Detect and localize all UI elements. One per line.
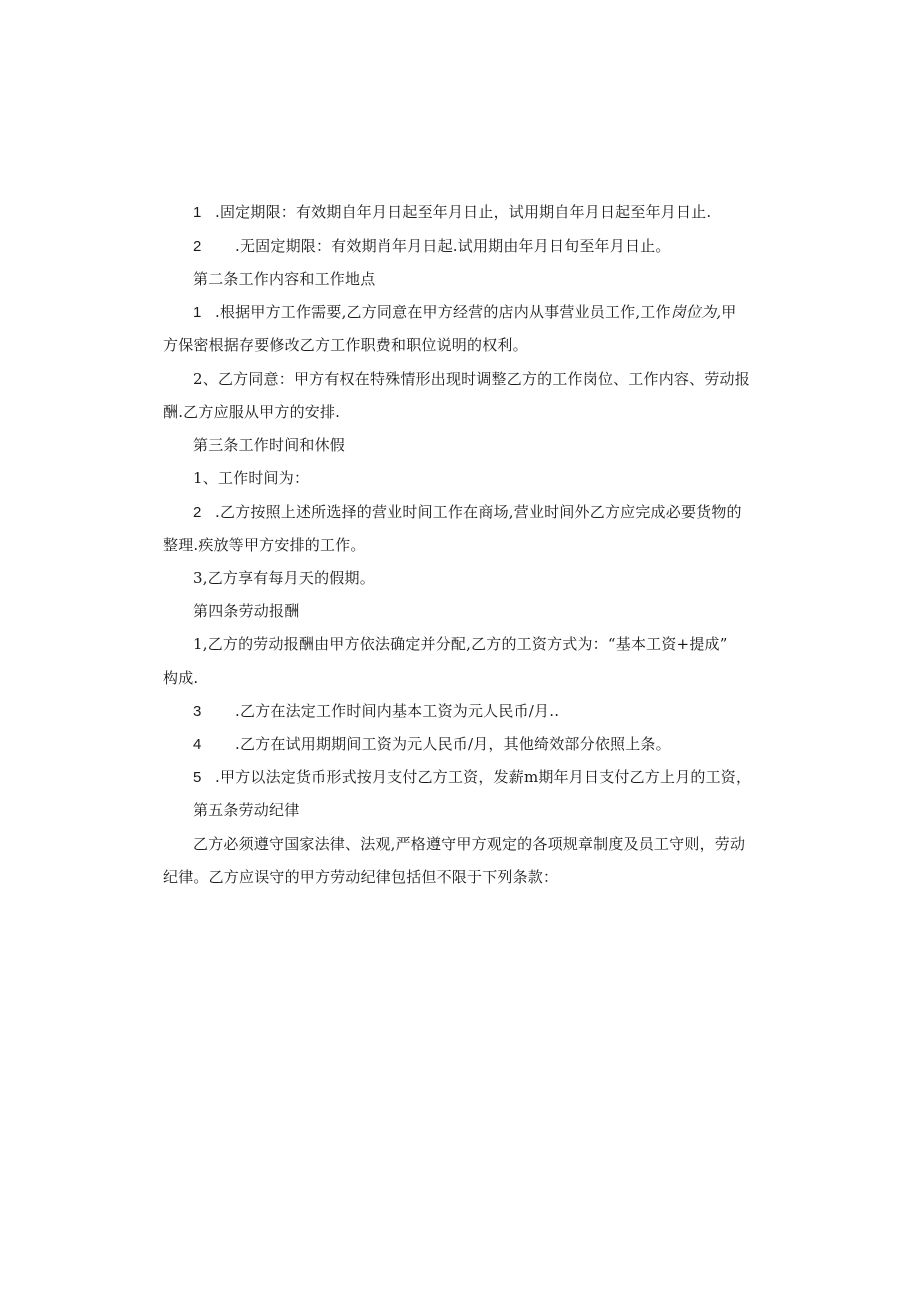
item-text: .甲方以法定货币形式按月支付乙方工资，发薪m期年月日支付乙方上月的工资， xyxy=(215,768,752,786)
paragraph-continuation xyxy=(163,335,528,355)
clause-item-leave xyxy=(193,568,375,588)
clause-item-business-hours xyxy=(193,502,742,523)
paragraph-text: 方保密根据存要修改乙方工作职费和职位说明的权利。 xyxy=(163,336,528,354)
item-number: 1 xyxy=(193,304,202,321)
clause-item-base-salary xyxy=(193,701,559,722)
article-title: 第三条工作时间和休假 xyxy=(193,436,346,454)
clause-item-payment xyxy=(193,767,751,788)
item-text: .无固定期限：有效期肖年月日起.试用期由年月日旬至年月日止。 xyxy=(235,237,671,255)
item-number: 1 xyxy=(193,204,202,221)
clause-item-remuneration xyxy=(193,634,728,654)
paragraph-discipline xyxy=(193,834,745,854)
article-heading-4 xyxy=(193,601,299,621)
article-heading-5 xyxy=(193,800,299,820)
item-text-end: 甲 xyxy=(721,303,737,321)
article-heading-3 xyxy=(193,435,345,455)
item-text: 1,乙方的劳动报酬由甲方依法确定并分配,乙方的工资方式为：“基本工资+提成” xyxy=(193,635,728,653)
clause-item-job-duty xyxy=(193,302,737,323)
item-text: 3,乙方享有每月天的假期。 xyxy=(193,569,375,587)
clause-item-work-hours xyxy=(193,468,309,488)
item-number: 3 xyxy=(193,703,202,720)
paragraph-text: 整理.疾放等甲方安排的工作。 xyxy=(163,536,366,554)
item-text: .乙方在法定工作时间内基本工资为元人民币/月.. xyxy=(235,702,560,720)
item-text: .乙方在试用期期间工资为元人民币/月，其他绮效部分依照上条。 xyxy=(235,735,671,753)
clause-item-probation-salary xyxy=(193,734,671,755)
item-text: 2、乙方同意：甲方有权在特殊情形出现时调整乙方的工作岗位、工作内容、劳动报 xyxy=(193,370,750,388)
paragraph-text: 纪律。乙方应误守的甲方劳动纪律包括但不限于下列条款： xyxy=(163,868,559,886)
paragraph-continuation xyxy=(163,402,340,422)
clause-item-open-term xyxy=(193,236,671,257)
paragraph-text: 酬.乙方应服从甲方的安排. xyxy=(163,403,341,421)
article-heading-2 xyxy=(193,269,375,289)
clause-item-fixed-term xyxy=(193,202,711,223)
item-number: 4 xyxy=(193,736,202,753)
clause-item-consent xyxy=(193,369,750,389)
item-number: 5 xyxy=(193,769,202,786)
item-text-italic: 岗位为, xyxy=(670,303,722,321)
item-text: .乙方按照上述所选择的营业时间工作在商场,营业时间外乙方应完成必要货物的 xyxy=(215,503,742,521)
paragraph-text: 构成. xyxy=(163,669,199,687)
item-text: .固定期限：有效期自年月日起至年月日止，试用期自年月日起至年月日止. xyxy=(215,203,712,221)
item-text: .根据甲方工作需要,乙方同意在甲方经营的店内从事营业员工作,工作 xyxy=(215,303,671,321)
article-title: 第四条劳动报酬 xyxy=(193,602,300,620)
item-text: 1、工作时间为： xyxy=(193,469,310,487)
item-number: 2 xyxy=(193,504,202,521)
article-title: 第五条劳动纪律 xyxy=(193,801,300,819)
paragraph-text: 乙方必须遵守国家法律、法观,严格遵守甲方观定的各项规章制度及员工守则，劳动 xyxy=(193,835,746,853)
article-title: 第二条工作内容和工作地点 xyxy=(193,270,376,288)
paragraph-continuation xyxy=(163,668,198,688)
paragraph-continuation xyxy=(163,535,366,555)
item-number: 2 xyxy=(193,238,202,255)
paragraph-continuation xyxy=(163,867,558,887)
